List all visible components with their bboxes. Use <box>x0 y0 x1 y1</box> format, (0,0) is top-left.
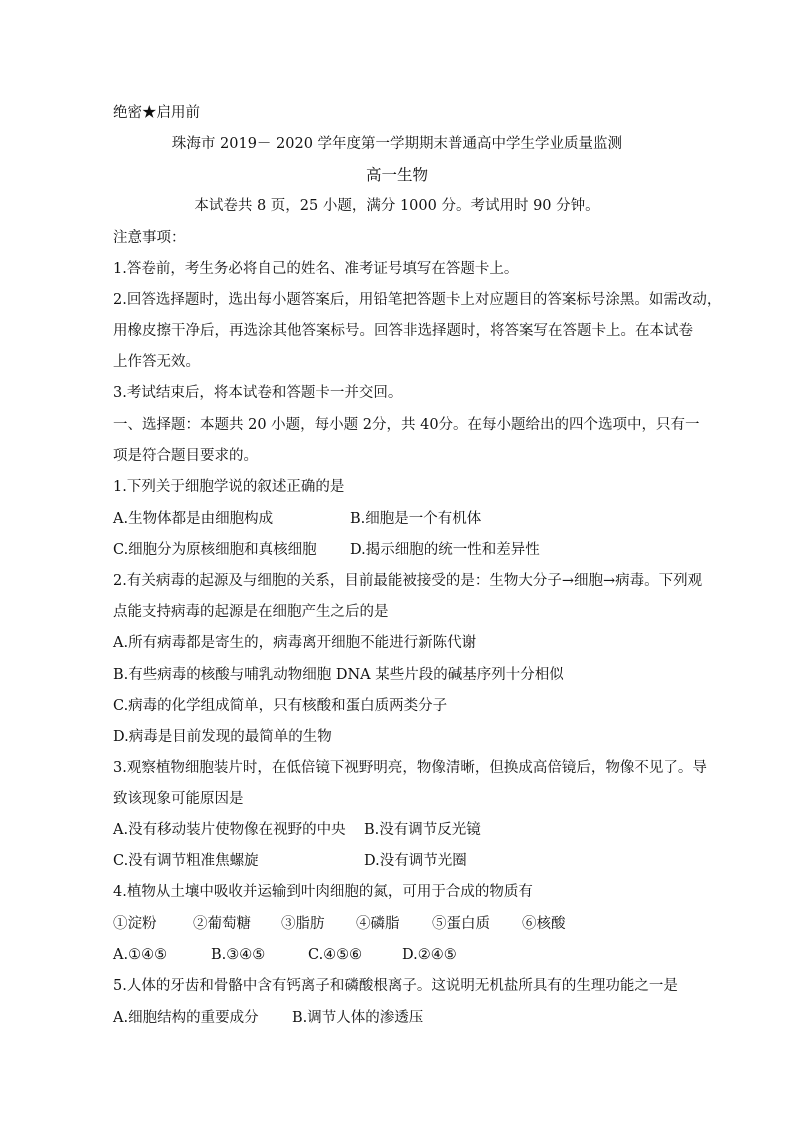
q4-item-1: ①淀粉 <box>113 916 157 932</box>
q4-option-a: A.①④⑤ <box>113 947 168 963</box>
q4-option-b: B.③④⑤ <box>211 947 266 963</box>
q4-item-3: ③脂肪 <box>281 916 325 932</box>
q1-option-b: B.细胞是一个有机体 <box>350 511 482 527</box>
q2-option-d: D.病毒是目前发现的最简单的生物 <box>113 729 332 745</box>
q2-stem-line-1: 2.有关病毒的起源及与细胞的关系，目前最能被接受的是：生物大分子→细胞→病毒。下列观 <box>113 573 703 589</box>
q3-option-c: C.没有调节粗准焦螺旋 <box>113 853 259 869</box>
exam-summary: 本试卷共 8 页，25 小题，满分 1000 分。考试用时 90 分钟。 <box>194 198 600 214</box>
q4-item-5: ⑤蛋白质 <box>432 916 490 932</box>
q5-stem: 5.人体的牙齿和骨骼中含有钙离子和磷酸根离子。这说明无机盐所具有的生理功能之一是 <box>113 978 678 994</box>
q5-option-a: A.细胞结构的重要成分 <box>113 1010 259 1026</box>
subject-title: 高一生物 <box>365 166 428 184</box>
q3-option-a: A.没有移动装片使物像在视野的中央 <box>113 822 346 838</box>
exam-title: 珠海市 2019－ 2020 学年度第一学期期末普通高中学生学业质量监测 <box>171 136 623 152</box>
q2-stem-line-2: 点能支持病毒的起源是在细胞产生之后的是 <box>113 604 389 620</box>
q1-option-c: C.细胞分为原核细胞和真核细胞 <box>113 542 317 558</box>
q4-item-6: ⑥核酸 <box>522 916 566 932</box>
q3-stem-line-1: 3.观察植物细胞装片时，在低倍镜下视野明亮，物像清晰，但换成高倍镜后，物像不见了。导 <box>113 760 707 776</box>
note-2-line-3: 上作答无效。 <box>113 354 200 370</box>
q3-stem-line-2: 致该现象可能原因是 <box>113 791 244 807</box>
section-1-line-1: 一、选择题：本题共 20 小题，每小题 2分，共 40分。在每小题给出的四个选项中，只有一 <box>113 417 700 433</box>
note-1: 1.答卷前，考生务必将自己的姓名、准考证号填写在答题卡上。 <box>113 261 519 277</box>
note-2-line-2: 用橡皮擦干净后，再选涂其他答案标号。回答非选择题时，将答案写在答题卡上。在本试卷 <box>113 323 693 339</box>
q2-option-a: A.所有病毒都是寄生的，病毒离开细胞不能进行新陈代谢 <box>113 635 477 651</box>
q5-option-b: B.调节人体的渗透压 <box>292 1010 424 1026</box>
q4-stem: 4.植物从土壤中吸收并运输到叶肉细胞的氮，可用于合成的物质有 <box>113 884 533 900</box>
q1-option-d: D.揭示细胞的统一性和差异性 <box>350 542 540 558</box>
q4-option-d: D.②④⑤ <box>402 947 457 963</box>
secrecy-mark: 绝密★启用前 <box>113 105 200 121</box>
q3-option-b: B.没有调节反光镜 <box>364 822 481 838</box>
q3-option-d: D.没有调节光圈 <box>364 853 467 869</box>
q1-option-a: A.生物体都是由细胞构成 <box>113 511 274 527</box>
q2-option-c: C.病毒的化学组成简单，只有核酸和蛋白质两类分子 <box>113 698 448 714</box>
section-1-line-2: 项是符合题目要求的。 <box>113 448 258 464</box>
q4-option-c: C.④⑤⑥ <box>308 947 363 963</box>
q4-item-2: ②葡萄糖 <box>193 916 251 932</box>
note-3: 3.考试结束后，将本试卷和答题卡一并交回。 <box>113 385 403 401</box>
notes-heading: 注意事项： <box>113 230 186 246</box>
note-2-line-1: 2.回答选择题时，选出每小题答案后，用铅笔把答题卡上对应题目的答案标号涂黑。如需改动， <box>113 292 722 308</box>
q1-stem: 1.下列关于细胞学说的叙述正确的是 <box>113 479 345 495</box>
q2-option-b: B.有些病毒的核酸与哺乳动物细胞 DNA 某些片段的碱基序列十分相似 <box>113 667 564 683</box>
q4-item-4: ④磷脂 <box>356 916 400 932</box>
